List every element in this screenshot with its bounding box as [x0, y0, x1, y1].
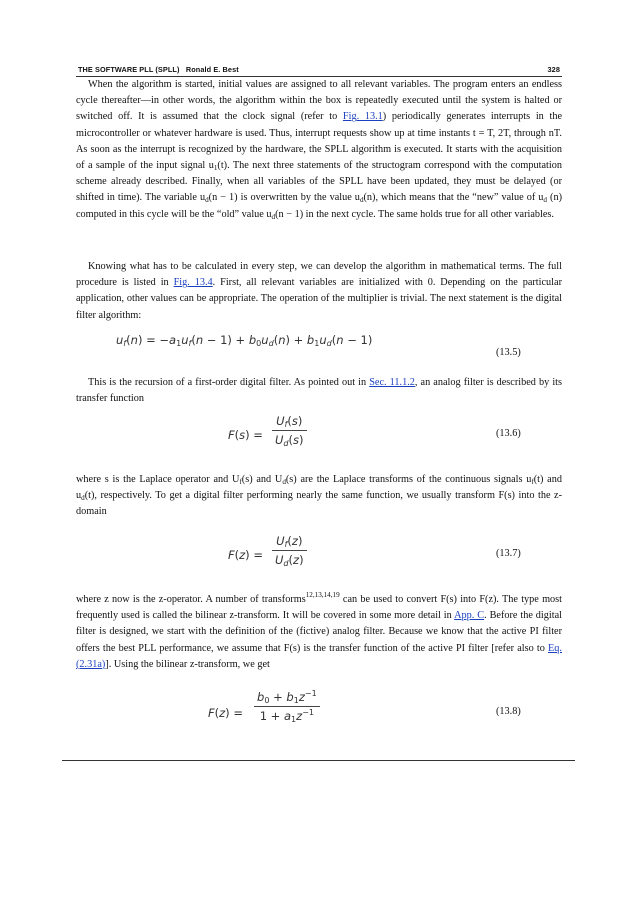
equation-13-8-lhs: F(z) = — [208, 706, 243, 720]
equation-13-6-lhs: F(s) = — [228, 428, 263, 442]
header-author: Ronald E. Best — [185, 65, 239, 74]
running-header — [78, 65, 562, 74]
equation-13-7-lhs: F(z) = — [228, 548, 263, 562]
equation-number-13-5: (13.5) — [496, 347, 521, 358]
paragraph-5: where z now is the z-operator. A number of transforms$^{12,13,14,19}$ can be used to convert F(s) into F(z). The type most frequently used is called the bilinear z-transform. It will be covered in some more detail in App. C. Before the digital filter is designed, we start with the definition of the (fictive) analog filter. Because we know that the active PI filter offers the best PLL performance, we assume that F(s) is the transfer function of the active PI filter [refer also to Eq. (2.31a)]. Using the bilinear z-transform, we get — [76, 591, 563, 670]
app-c-link[interactable]: App. C — [454, 610, 485, 622]
fig-13-4-link[interactable]: Fig. 13.4 — [173, 277, 213, 289]
equation-13-8-fraction: $\frac{b_0 + b_1z^{-1}}{1 + a_1z^{-1}}$ — [254, 690, 320, 723]
page-number: 328 — [547, 65, 560, 74]
paragraph-2: Knowing what has to be calculated in every step, we can develop the algorithm in mathematical terms. The full procedure is listed in Fig. 13.4. First, all relevant variables are initialized with 0. Depending on the particular application, other values can be appropriate. The operation of the multiplier is trivial. The next statement is the digital filter algorithm: — [76, 261, 562, 321]
running-title: THE SOFTWARE PLL (SPLL) — [78, 65, 180, 74]
equation-13-5: $u_f(n) = -a_1u_f(n - 1) + b_0u_d(n) + b_1u_d(n - 1)$ — [116, 333, 373, 348]
sec-11-1-2-link[interactable]: Sec. 11.1.2 — [369, 377, 415, 388]
footer-rule — [62, 760, 575, 761]
fig-13-1-link[interactable]: Fig. 13.1 — [342, 111, 383, 123]
equation-number-13-7: (13.7) — [496, 548, 521, 559]
eq-2-31a-link[interactable]: Eq. (2.31a) — [76, 642, 562, 670]
paragraph-3: This is the recursion of a first-order digital filter. As pointed out in Sec. 11.1.2, an analog filter is described by its transfer function — [76, 377, 563, 405]
equation-13-7-fraction: $\frac{U_f(z)}{U_d(z)}$ — [272, 534, 307, 567]
equation-number-13-8: (13.8) — [496, 706, 521, 717]
equation-13-6-fraction: $\frac{U_f(s)}{U_d(s)}$ — [272, 414, 307, 447]
paragraph-4: where s is the Laplace operator and $U_f(s)$ and $U_d(s)$ are the Laplace transforms of the continuous signals $u_f(t)$ and $u_d(t)$, respectively. To get a digital filter performing nearly the same function, we usually transform F(s) into the z-domain — [76, 474, 562, 518]
paragraph-1: When the algorithm is started, initial values are assigned to all relevant variables. The program enters an endless cycle thereafter—in other words, the algorithm within the box is repeatedly executed until the system is halted or switched off. It is assumed that the clock signal (refer to Fig. 13.1) periodically generates interrupts in the microcontroller or whatever hardware is used. Thus, interrupt requests show up at time instants t = T, 2T, through nT. As soon as the interrupt is recognized by the hardware, the SPLL algorithm is executed. It starts with the acquisition of a sample of the input signal $u_1(t)$. The next three statements of the structogram correspond with the computation scheme already described. Finally, when all variables of the SPLL have been updated, they must be delayed (or shifted in time). The variable $u_d(n - 1)$ is overwritten by the value $u_d(n)$, which means that the “new” value of $u_d$ (n) computed in this cycle will be the “old” value $u_d(n - 1)$ in the next cycle. The same holds true for all other variables. — [76, 79, 562, 221]
equation-number-13-6: (13.6) — [496, 428, 521, 439]
